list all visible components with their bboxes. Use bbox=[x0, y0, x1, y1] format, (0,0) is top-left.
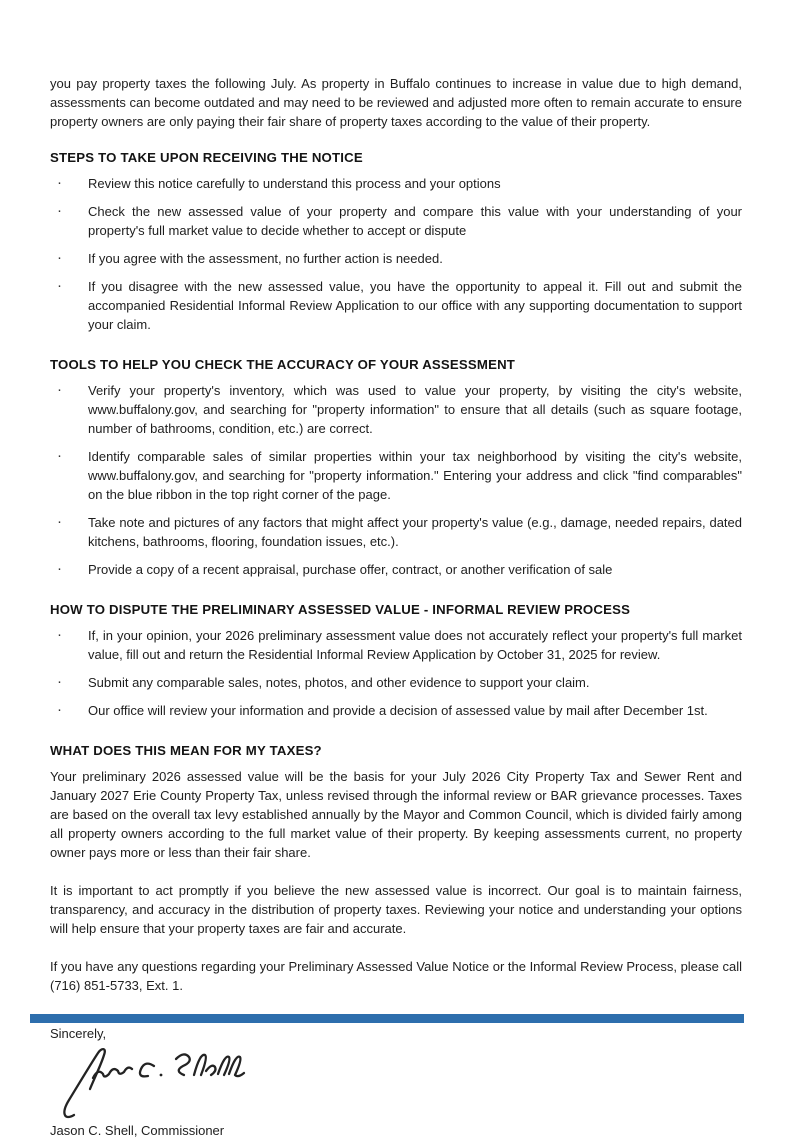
bullet-dot-icon: · bbox=[57, 277, 62, 294]
steps-bullet-list bbox=[50, 174, 742, 334]
bullet-dot-icon: · bbox=[57, 249, 62, 266]
closing-block bbox=[50, 1024, 742, 1140]
dispute-bullet-list bbox=[50, 626, 742, 720]
act-promptly-paragraph: It is important to act promptly if you believe the new assessed value is incorrect. Our goal is to maintain fairness, transparency, and accuracy in the distribution of property taxes. Reviewing your notice and understanding your options will help ensure that your property taxes are fair and accurate. bbox=[50, 883, 742, 936]
bullet-item: · Verify your property's inventory, which was used to value your property, by visiting the city's website, www.buffalony.gov, and searching for "property information" to ensure that all details (such as square footage, number of bathrooms, condition, etc.) are correct. bbox=[57, 381, 742, 436]
questions-paragraph: If you have any questions regarding your Preliminary Assessed Value Notice or the Informal Review Process, please call (716) 851-5733, Ext. 1. bbox=[50, 959, 742, 993]
tools-bullet-list bbox=[50, 381, 742, 579]
bullet-dot-icon: · bbox=[57, 174, 62, 191]
bullet-dot-icon: · bbox=[57, 202, 62, 219]
section-heading-steps: STEPS TO TAKE UPON RECEIVING THE NOTICE bbox=[50, 150, 363, 165]
bullet-item: · Check the new assessed value of your property and compare this value with your understanding of your property's full market value to decide whether to accept or dispute bbox=[57, 202, 742, 238]
section-heading-dispute: HOW TO DISPUTE THE PRELIMINARY ASSESSED VALUE - INFORMAL REVIEW PROCESS bbox=[50, 602, 631, 617]
bullet-item: · Provide a copy of a recent appraisal, purchase offer, contract, or another verification of sale bbox=[57, 560, 613, 577]
bullet-dot-icon: · bbox=[57, 701, 62, 718]
bullet-item: · If you agree with the assessment, no further action is needed. bbox=[57, 249, 443, 266]
bullet-item: · Take note and pictures of any factors that might affect your property's value (e.g., damage, needed repairs, dated kitchens, bathrooms, flooring, foundation issues, etc.). bbox=[57, 513, 742, 549]
bullet-item: · Our office will review your information and provide a decision of assessed value by mail after December 1st. bbox=[57, 701, 708, 718]
bullet-item: · If, in your opinion, your 2026 preliminary assessment value does not accurately reflect your property's full market value, fill out and return the Residential Informal Review Application by October 31, 2025 for review. bbox=[57, 626, 742, 662]
section-heading-tools: TOOLS TO HELP YOU CHECK THE ACCURACY OF YOUR ASSESSMENT bbox=[50, 357, 516, 372]
signoff-name: Jason C. Shell, Commissioner bbox=[50, 1123, 225, 1138]
bullet-item: · If you disagree with the new assessed value, you have the opportunity to appeal it. Fill out and submit the accompanied Residential Informal Review Application to our office with any supporting documentation to support your claim. bbox=[57, 277, 742, 332]
bullet-item: · Review this notice carefully to understand this process and your options bbox=[57, 174, 501, 191]
bullet-dot-icon: · bbox=[57, 560, 62, 577]
taxes-paragraph: Your preliminary 2026 assessed value will be the basis for your July 2026 City Property Tax and Sewer Rent and January 2027 Erie County Property Tax, unless revised through the informal review or BAR grievance processes. Taxes are based on the overall tax levy established annually by the Mayor and Common Council, which is divided fairly among all property owners according to the full market value of their property. By keeping assessments current, no property owner pays more or less than their fair share. bbox=[50, 769, 742, 860]
signature-image bbox=[60, 1045, 742, 1119]
bullet-dot-icon: · bbox=[57, 626, 62, 643]
bullet-dot-icon: · bbox=[57, 673, 62, 690]
letter-content bbox=[50, 74, 742, 1140]
section-heading-taxes: WHAT DOES THIS MEAN FOR MY TAXES? bbox=[50, 743, 322, 758]
bullet-dot-icon: · bbox=[57, 447, 62, 464]
salutation: Sincerely, bbox=[50, 1026, 107, 1041]
bullet-item: · Submit any comparable sales, notes, photos, and other evidence to support your claim. bbox=[57, 673, 590, 690]
bullet-item: · Identify comparable sales of similar properties within your tax neighborhood by visiting the city's website, www.buffalony.gov, and searching for "property information." Entering your address and click "find comparables" on the blue ribbon in the top right corner of the page. bbox=[57, 447, 742, 502]
intro-paragraph: you pay property taxes the following July. As property in Buffalo continues to increase in value due to high demand, assessments can become outdated and may need to be reviewed and adjusted more often to remain accurate to ensure property owners are only paying their fair share of property taxes according to the value of their property. bbox=[50, 76, 742, 129]
bullet-dot-icon: · bbox=[57, 381, 62, 398]
bullet-dot-icon: · bbox=[57, 513, 62, 530]
footer-ribbon bbox=[30, 1014, 744, 1023]
